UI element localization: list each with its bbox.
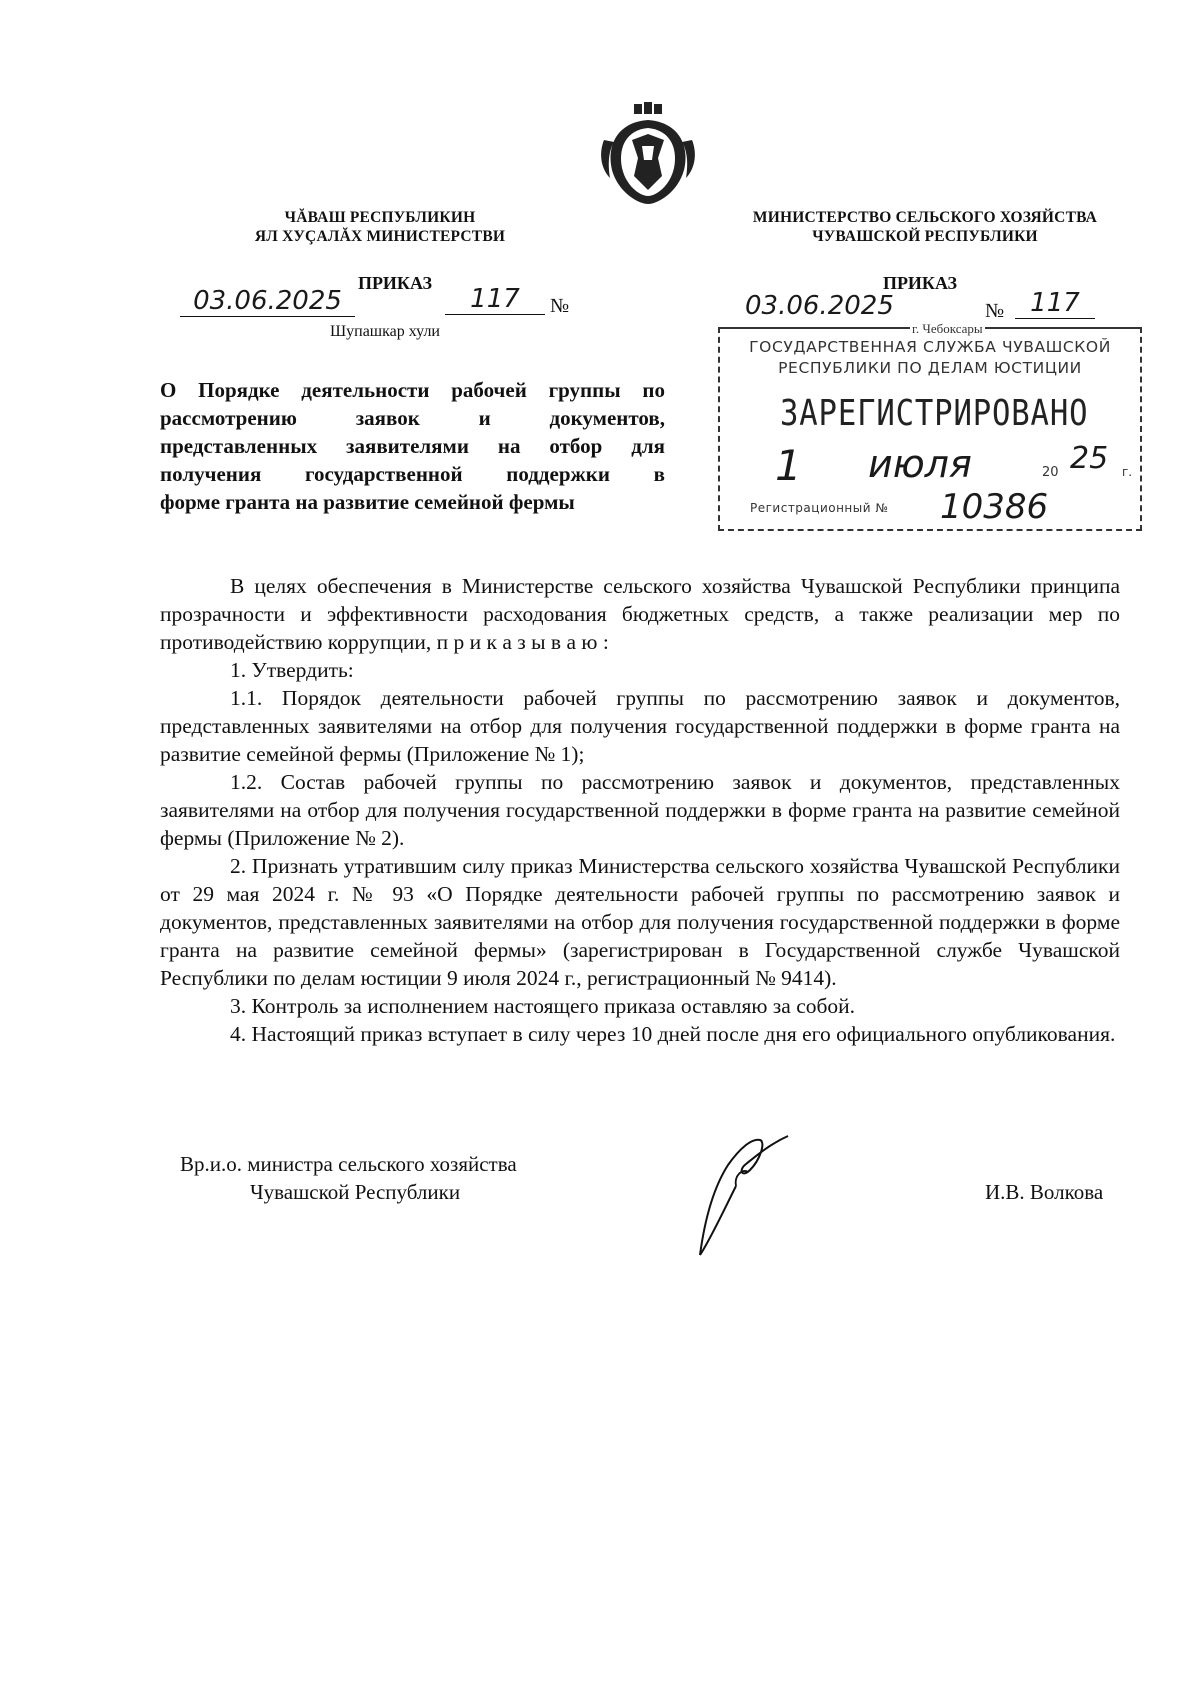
stamp-line2: РЕСПУБЛИКИ ПО ДЕЛАМ ЮСТИЦИИ <box>778 359 1082 377</box>
stamp-reg-label: Регистрационный № <box>750 501 889 515</box>
stamp-month: июля <box>868 442 972 486</box>
title-line1: О Порядке деятельности рабочей группы по <box>160 378 665 402</box>
body-paragraph-5: 2. Признать утратившим силу приказ Министерства сельского хозяйства Чувашской Республики от 29 мая 2024 г. № 93 «О Порядке деятельности рабочей группы по рассмотрению заявок и документов, представленных заявителями на отбор для получения государственной поддержки в форме гранта на развитие семейной фермы» (зарегистрирован в Государственной службе Чувашской Республики по делам юстиции 9 июля 2024 г., регистрационный № 9414). <box>160 854 1120 990</box>
stamp-registered: ЗАРЕГИСТРИРОВАНО <box>780 393 1089 434</box>
order-right-city: г. Чебоксары <box>912 321 983 336</box>
handwritten-signature <box>690 1130 800 1260</box>
order-right-title: ПРИКАЗ <box>882 273 958 293</box>
title-line2: рассмотрению заявок и документов, <box>160 406 665 430</box>
body-paragraph-6: 3. Контроль за исполнением настоящего приказа оставляю за собой. <box>230 994 856 1018</box>
stamp-year: 25 <box>1070 441 1109 476</box>
signatory-position-line2: Чувашской Республики <box>250 1180 461 1204</box>
body-paragraph-7: 4. Настоящий приказ вступает в силу через 10 дней после дня его официального опубликования. <box>230 1022 1116 1046</box>
body-paragraph-1: В целях обеспечения в Министерстве сельского хозяйства Чувашской Республики принципа прозрачности и эффективности расходования бюджетных средств, а также реализации мер по противодействию коррупции, п р и к а з ы в а ю : <box>160 574 1120 654</box>
title-line4: получения государственной поддержки в <box>160 462 665 486</box>
stamp-line1: ГОСУДАРСТВЕННАЯ СЛУЖБА ЧУВАШСКОЙ <box>749 338 1111 356</box>
registration-stamp <box>718 321 1142 531</box>
order-right-date: 03.06.2025 <box>745 291 894 321</box>
order-left-number: 117 <box>445 284 545 315</box>
coat-of-arms-emblem <box>598 100 698 206</box>
stamp-year-suffix: г. <box>1122 465 1133 479</box>
stamp-reg-number: 10386 <box>940 487 1049 527</box>
document-body <box>160 572 1120 1048</box>
header-right-line2: ЧУВАШСКОЙ РЕСПУБЛИКИ <box>812 228 1038 245</box>
body-paragraph-4: 1.2. Состав рабочей группы по рассмотрению заявок и документов, представленных заявителями на отбор для получения государственной поддержки в форме гранта на развитие семейной фермы (Приложение № 2). <box>160 770 1120 850</box>
order-right-number: 117 <box>1015 288 1095 319</box>
header-right <box>740 208 1110 246</box>
order-left-city: Шупашкар хули <box>330 323 440 340</box>
order-left-no-sign: № <box>550 295 570 317</box>
header-left <box>215 208 545 246</box>
signatory-position-line1: Вр.и.о. министра сельского хозяйства <box>180 1152 517 1176</box>
header-left-line1: ЧĂВАШ РЕСПУБЛИКИН <box>284 209 476 226</box>
body-paragraph-2: 1. Утвердить: <box>230 658 354 682</box>
order-left-title: ПРИКАЗ <box>357 273 433 293</box>
stamp-year-prefix: 20 <box>1042 465 1059 480</box>
signatory-position <box>180 1150 517 1206</box>
signatory-name: И.В. Волкова <box>985 1180 1104 1204</box>
stamp-day: 1 <box>775 441 802 490</box>
body-paragraph-3: 1.1. Порядок деятельности рабочей группы по рассмотрению заявок и документов, представленных заявителями на отбор для получения государственной поддержки в форме гранта на развитие семейной фермы (Приложение № 1); <box>160 686 1120 766</box>
title-line5: форме гранта на развитие семейной фермы <box>160 490 575 514</box>
title-line3: представленных заявителями на отбор для <box>160 434 665 458</box>
header-left-line2: ЯЛ ХУÇАЛĂХ МИНИСТЕРСТВИ <box>254 228 506 245</box>
order-right-no-sign: № <box>985 300 1005 322</box>
order-left-date: 03.06.2025 <box>180 286 355 317</box>
header-right-line1: МИНИСТЕРСТВО СЕЛЬСКОГО ХОЗЯЙСТВА <box>752 209 1098 226</box>
document-title <box>160 376 665 516</box>
